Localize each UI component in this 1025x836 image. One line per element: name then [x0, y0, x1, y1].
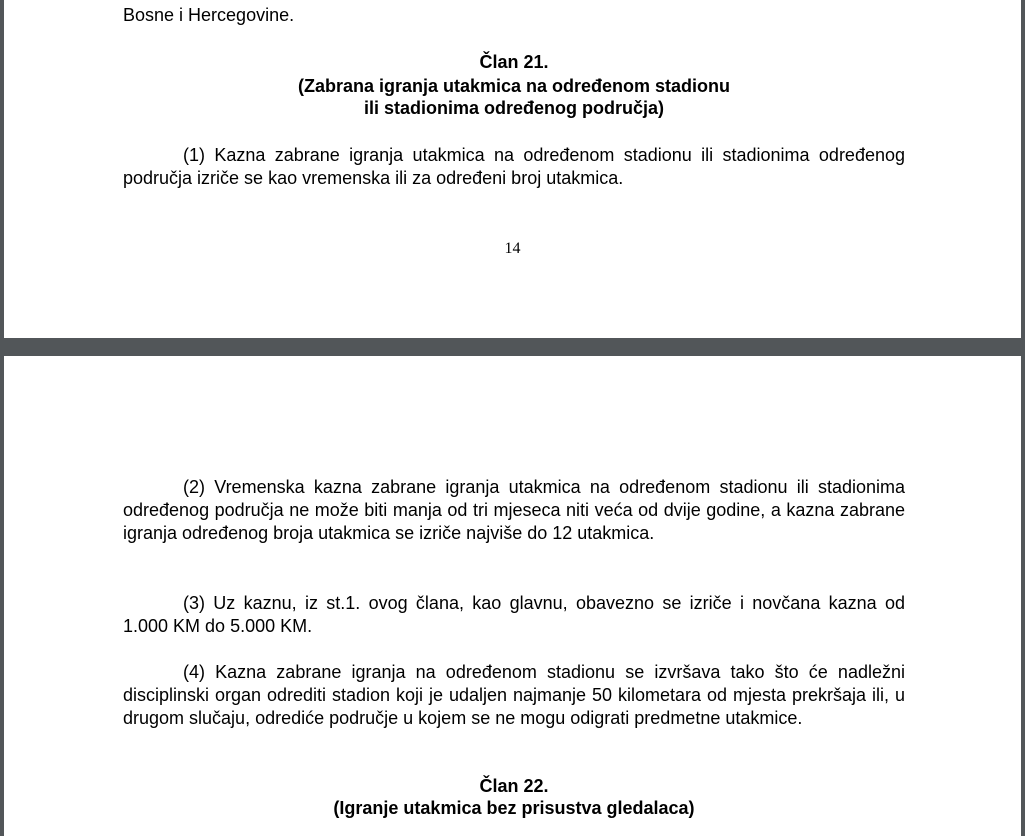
page-separator — [0, 338, 1025, 356]
page-number: 14 — [504, 240, 521, 257]
article-21-title: Član 21. — [479, 52, 549, 72]
article-22-subtitle: (Igranje utakmica bez prisustva gledalaca) — [333, 798, 695, 818]
article-21-subtitle-line1: (Zabrana igranja utakmica na određenom stadionu — [297, 76, 731, 96]
article-21-paragraph-3: (3) Uz kaznu, iz st.1. ovog člana, kao glavnu, obavezno se izriče i novčana kazna od 1.000 KM do 5.000 KM. — [123, 593, 905, 636]
article-21-subtitle-line2: ili stadionima određenog područja) — [363, 98, 665, 118]
pdf-page-14 — [4, 0, 1021, 338]
pdf-page-15 — [4, 356, 1021, 836]
article-21-paragraph-1: (1) Kazna zabrane igranja utakmica na određenom stadionu ili stadionima određenog područja izriče se kao vremenska ili za određeni broj utakmica. — [123, 145, 905, 188]
cut-off-text: Bosne i Hercegovine. — [123, 5, 295, 25]
article-21-paragraph-4: (4) Kazna zabrane igranja na određenom stadionu se izvršava tako što će nadležni disciplinski organ odrediti stadion koji je udaljen najmanje 50 kilometara od mjesta prekršaja ili, u drugom slučaju, odrediće područje u kojem se ne mogu odigrati predmetne utakmice. — [123, 662, 905, 728]
article-22-title: Član 22. — [479, 776, 549, 796]
article-21-paragraph-2: (2) Vremenska kazna zabrane igranja utakmica na određenom stadionu ili stadionima određenog područja ne može biti manja od tri mjeseca niti veća od dvije godine, a kazna zabrane igranja određenog broja utakmica se izriče najviše do 12 utakmica. — [123, 477, 905, 543]
